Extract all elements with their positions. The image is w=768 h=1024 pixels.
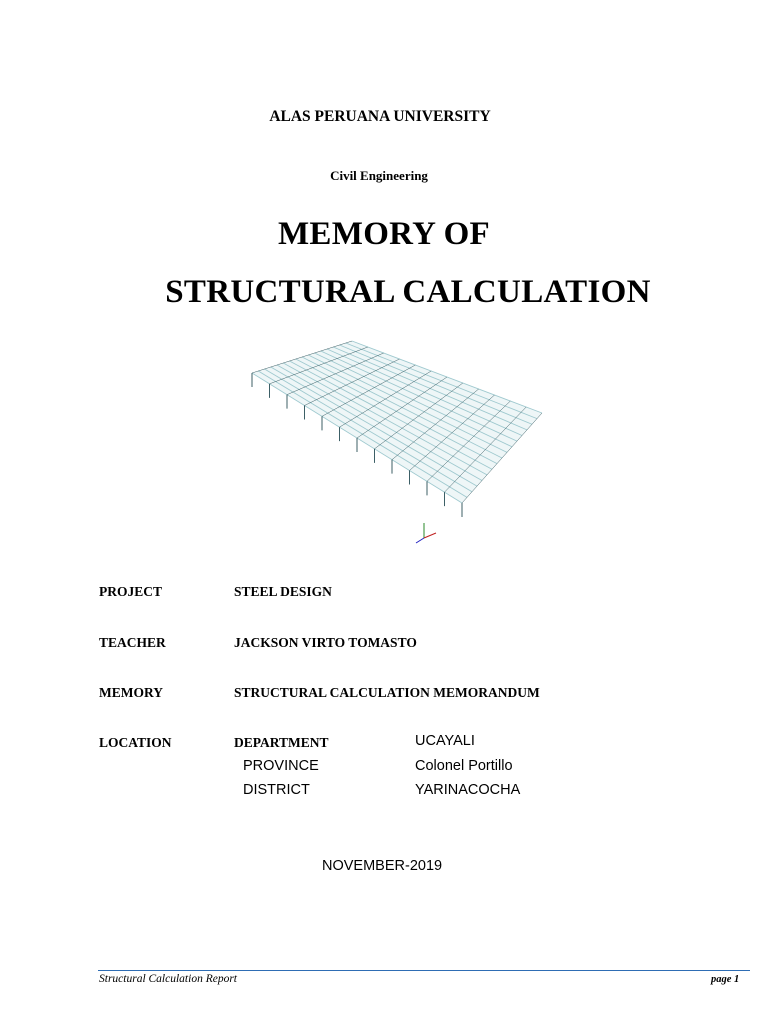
location-label: LOCATION xyxy=(99,735,172,750)
footer-rule xyxy=(98,970,750,971)
district-value: YARINACOCHA xyxy=(415,782,521,798)
department-value: UCAYALI xyxy=(415,733,475,749)
axis-triad-icon xyxy=(416,523,436,543)
teacher-value: JACKSON VIRTO TOMASTO xyxy=(234,635,417,650)
university-name: ALAS PERUANA UNIVERSITY xyxy=(269,108,491,125)
footer-report-title: Structural Calculation Report xyxy=(99,973,237,985)
department-label: DEPARTMENT xyxy=(234,735,329,750)
district-label: DISTRICT xyxy=(243,782,310,798)
footer-page-number: page 1 xyxy=(711,974,740,985)
project-value: STEEL DESIGN xyxy=(234,584,332,599)
project-label: PROJECT xyxy=(99,584,163,599)
roof-surface xyxy=(252,341,542,503)
document-title-line-1: MEMORY OF xyxy=(277,216,491,252)
province-label: PROVINCE xyxy=(243,758,319,774)
memory-value: STRUCTURAL CALCULATION MEMORANDUM xyxy=(234,685,540,700)
teacher-label: TEACHER xyxy=(99,635,166,650)
faculty-name: Civil Engineering xyxy=(330,168,428,183)
document-date: NOVEMBER-2019 xyxy=(322,858,443,874)
document-title-line-2: STRUCTURAL CALCULATION xyxy=(165,274,651,310)
province-value: Colonel Portillo xyxy=(415,758,513,774)
memory-label: MEMORY xyxy=(99,685,164,700)
structural-model-image xyxy=(232,333,544,553)
